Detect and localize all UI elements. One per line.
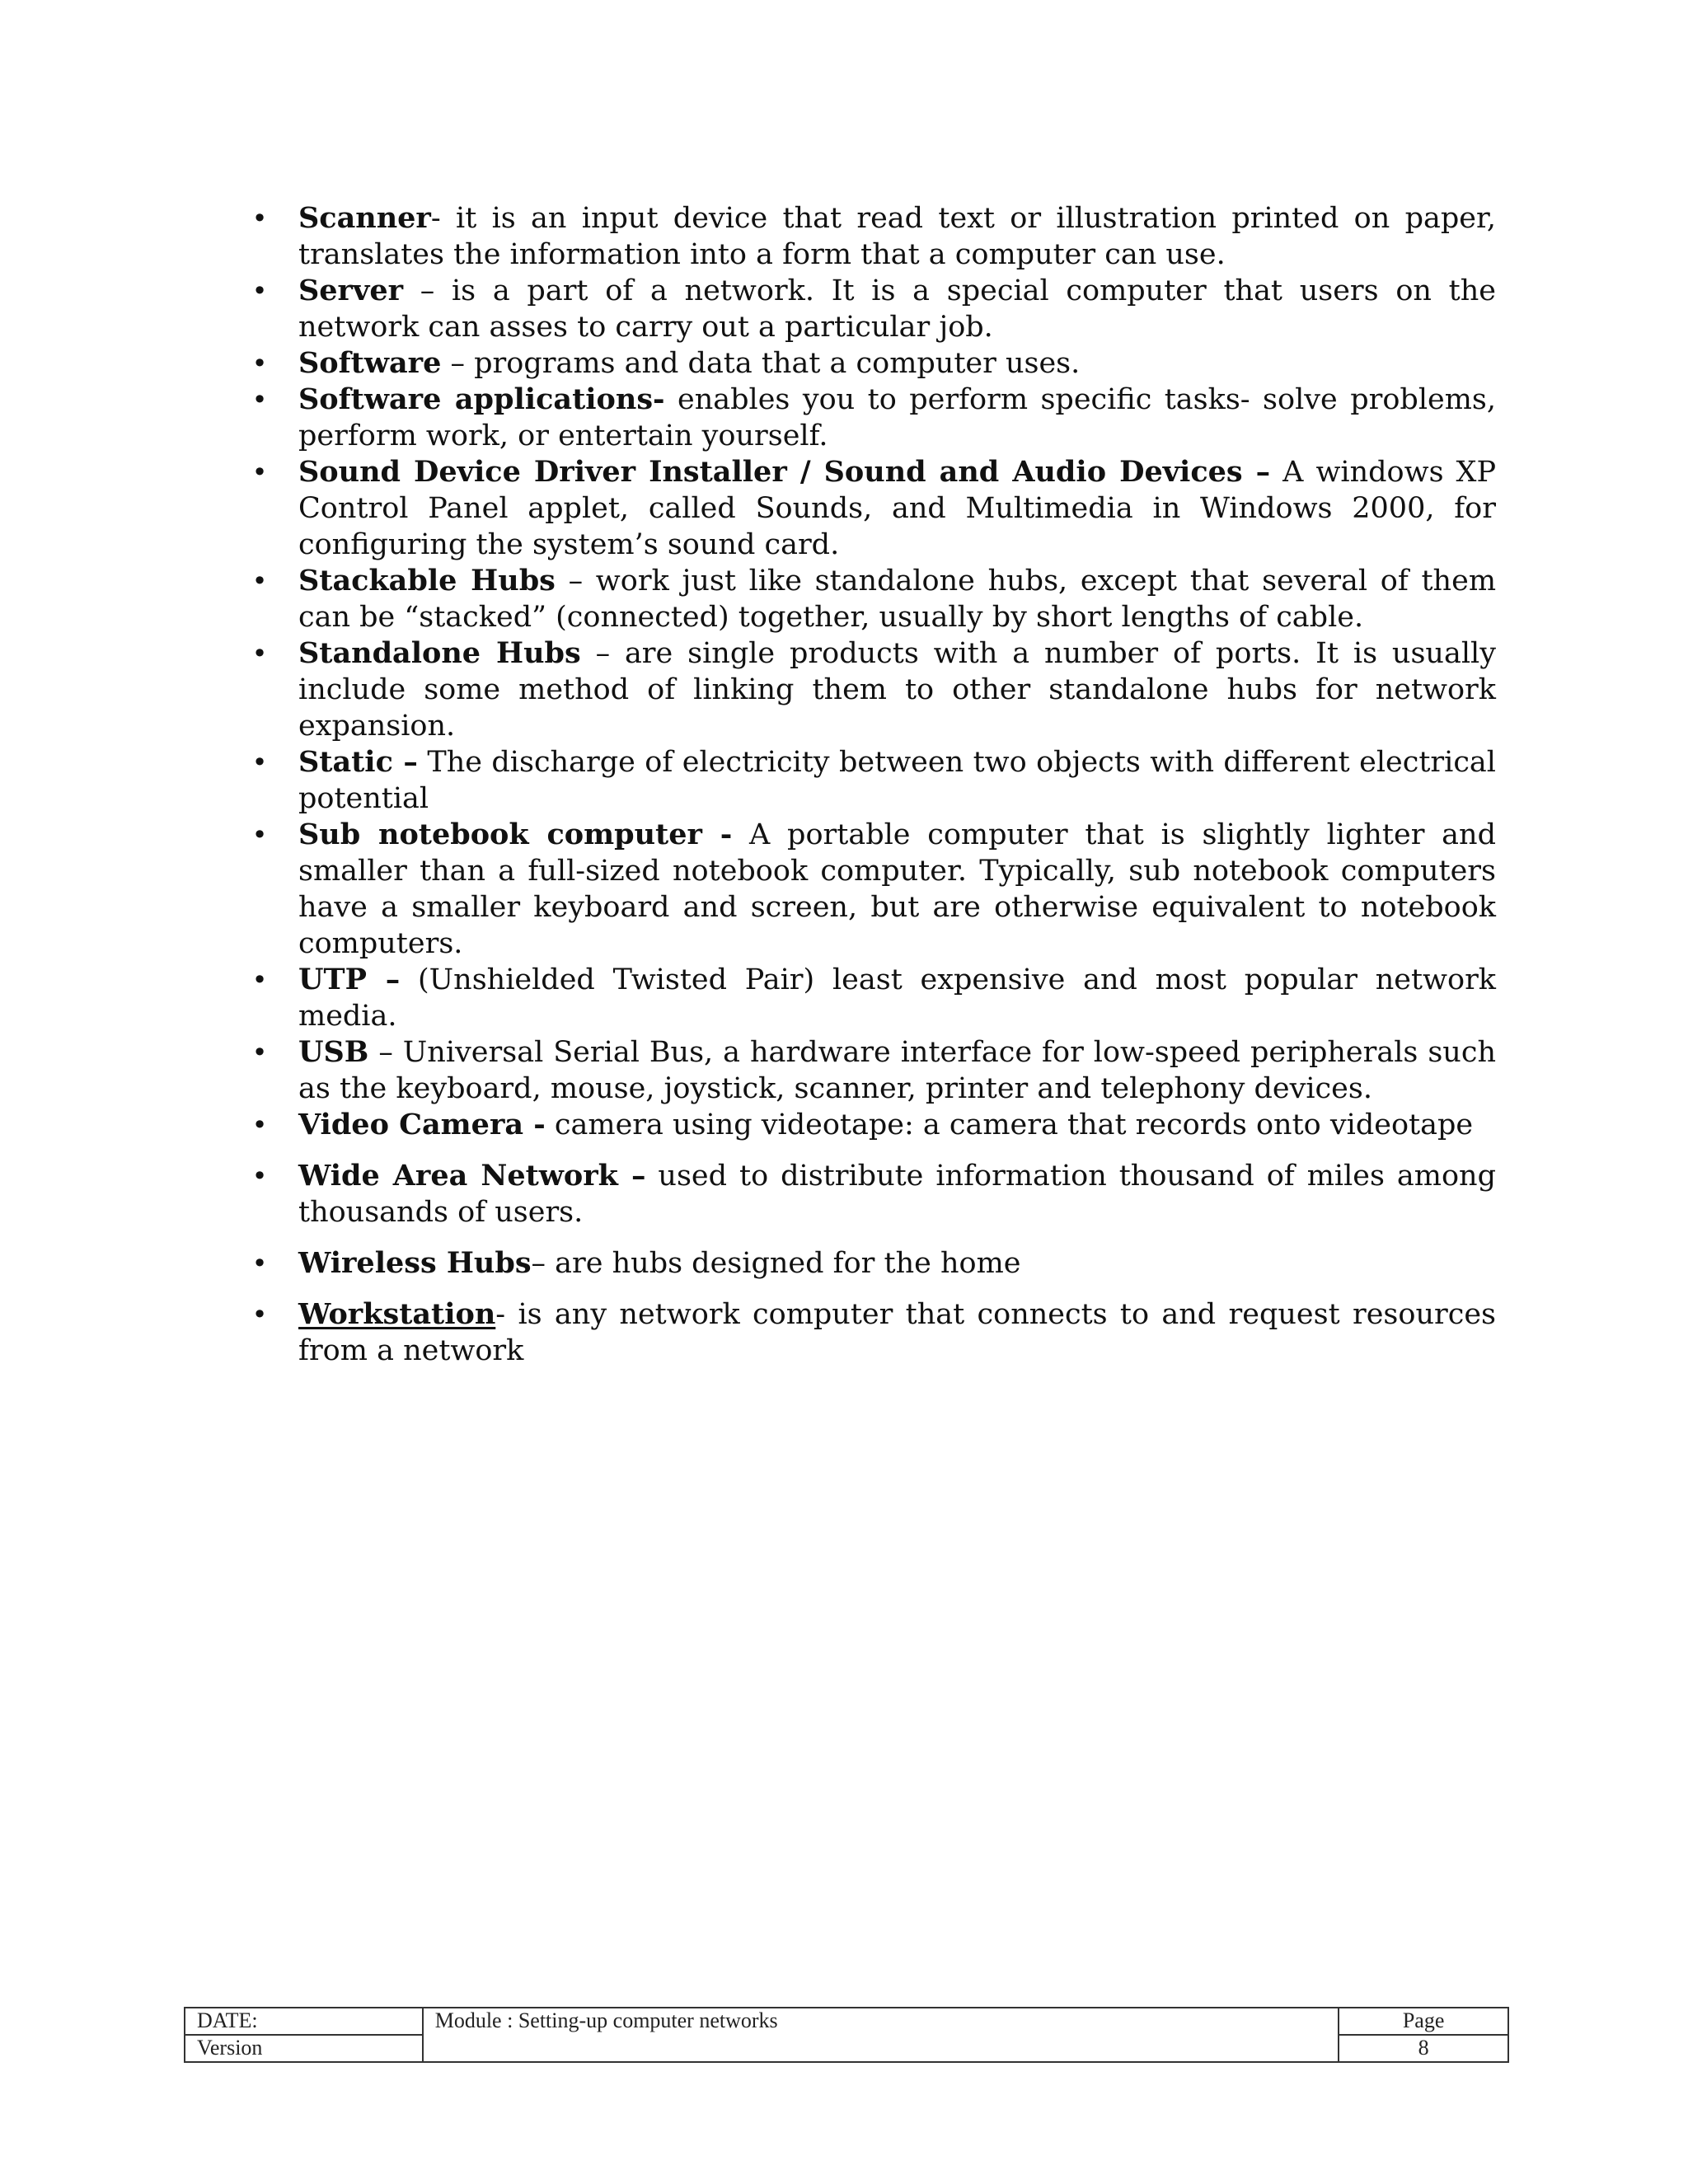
bullet-icon: • bbox=[251, 1160, 268, 1192]
glossary-item-stackable-hubs bbox=[247, 563, 1496, 635]
glossary-definition: – work just like standalone hubs, except that several of them can be “stacked” (connected) together, usually by short lengths of cable. bbox=[298, 565, 1497, 634]
bullet-icon: • bbox=[251, 203, 268, 234]
footer-page-label: Page bbox=[1339, 2008, 1508, 2035]
bullet-icon: • bbox=[251, 1248, 268, 1279]
glossary-definition: used to distribute information thousand of miles among thousands of users. bbox=[298, 1160, 1496, 1229]
glossary-term: Scanner bbox=[298, 201, 431, 235]
glossary-term: Sub notebook computer - bbox=[298, 818, 733, 851]
glossary-definition: – Universal Serial Bus, a hardware interface for low-speed peripherals such as the keyboard, mouse, joystick, scanner, printer and telephony devices. bbox=[298, 1036, 1496, 1105]
glossary-definition: The discharge of electricity between two objects with different electrical potential bbox=[298, 746, 1496, 815]
glossary-item-wide-area-network bbox=[247, 1158, 1496, 1230]
glossary-list bbox=[247, 200, 1496, 1369]
glossary-item-video-camera bbox=[247, 1107, 1496, 1143]
bullet-icon: • bbox=[251, 348, 268, 379]
glossary-item-static bbox=[247, 744, 1496, 817]
glossary-definition: – are hubs designed for the home bbox=[531, 1247, 1021, 1280]
glossary-definition: - is any network computer that connects to and request resources from a network bbox=[298, 1298, 1496, 1367]
glossary-definition: A portable computer that is slightly lighter and smaller than a full-sized notebook computer. Typically, sub notebook computers have a smaller keyboard and screen, but are otherwise equivalent to notebook computers. bbox=[298, 818, 1496, 960]
bullet-icon: • bbox=[251, 1299, 268, 1330]
glossary-term: USB bbox=[298, 1035, 369, 1069]
glossary-definition: – is a part of a network. It is a special computer that users on the network can asses to carry out a particular job. bbox=[298, 274, 1496, 344]
glossary-definition: - it is an input device that read text or illustration printed on paper, translates the information into a form that a computer can use. bbox=[298, 202, 1496, 271]
glossary-term: Workstation bbox=[298, 1297, 496, 1331]
bullet-icon: • bbox=[251, 457, 268, 488]
glossary-term: Software bbox=[298, 346, 442, 380]
bullet-icon: • bbox=[251, 1109, 268, 1141]
bullet-icon: • bbox=[251, 275, 268, 307]
footer-version-label: Version bbox=[185, 2035, 423, 2062]
glossary-term: Server bbox=[298, 274, 404, 307]
glossary-item-software bbox=[247, 345, 1496, 382]
glossary-item-sound-device-driver bbox=[247, 454, 1496, 563]
glossary-item-workstation bbox=[247, 1296, 1496, 1369]
bullet-icon: • bbox=[251, 1037, 268, 1068]
glossary-term: Video Camera - bbox=[298, 1108, 546, 1141]
glossary-definition: (Unshielded Twisted Pair) least expensive and most popular network media. bbox=[298, 963, 1497, 1033]
footer-row-top bbox=[185, 2008, 1508, 2035]
bullet-icon: • bbox=[251, 819, 268, 851]
glossary-item-sub-notebook bbox=[247, 817, 1496, 962]
footer-date-label: DATE: bbox=[185, 2008, 423, 2035]
footer-module: Module : Setting-up computer networks bbox=[423, 2008, 1339, 2062]
glossary-item-utp bbox=[247, 962, 1496, 1034]
glossary-item-software-applications bbox=[247, 382, 1496, 454]
glossary-definition: camera using videotape: a camera that records onto videotape bbox=[545, 1108, 1474, 1141]
bullet-icon: • bbox=[251, 565, 268, 597]
glossary-item-standalone-hubs bbox=[247, 635, 1496, 744]
glossary-term: Sound Device Driver Installer / Sound and Audio Devices – bbox=[298, 455, 1271, 489]
glossary-term: Stackable Hubs bbox=[298, 564, 556, 598]
footer-page-number: 8 bbox=[1339, 2035, 1508, 2062]
glossary-term: Static – bbox=[298, 745, 418, 779]
glossary-term: UTP – bbox=[298, 963, 401, 996]
glossary-term: Standalone Hubs bbox=[298, 636, 581, 670]
glossary-term: Software applications- bbox=[298, 382, 665, 416]
bullet-icon: • bbox=[251, 384, 268, 415]
bullet-icon: • bbox=[251, 747, 268, 778]
glossary-definition: – are single products with a number of ports. It is usually include some method of linking them to other standalone hubs for network expansion. bbox=[298, 637, 1497, 743]
glossary-definition: enables you to perform specific tasks- solve problems, perform work, or entertain yourself. bbox=[298, 383, 1497, 452]
footer-table bbox=[184, 2007, 1509, 2063]
glossary-definition: – programs and data that a computer uses. bbox=[441, 347, 1081, 380]
bullet-icon: • bbox=[251, 964, 268, 996]
glossary-item-usb bbox=[247, 1034, 1496, 1107]
glossary-term: Wireless Hubs bbox=[298, 1246, 532, 1280]
bullet-icon: • bbox=[251, 638, 268, 669]
glossary-item-wireless-hubs bbox=[247, 1245, 1496, 1282]
glossary-item-server bbox=[247, 273, 1496, 345]
glossary-term: Wide Area Network – bbox=[298, 1159, 646, 1193]
glossary-item-scanner bbox=[247, 200, 1496, 273]
glossary-definition: A windows XP Control Panel applet, called Sounds, and Multimedia in Windows 2000, for configuring the system’s sound card. bbox=[298, 456, 1496, 561]
